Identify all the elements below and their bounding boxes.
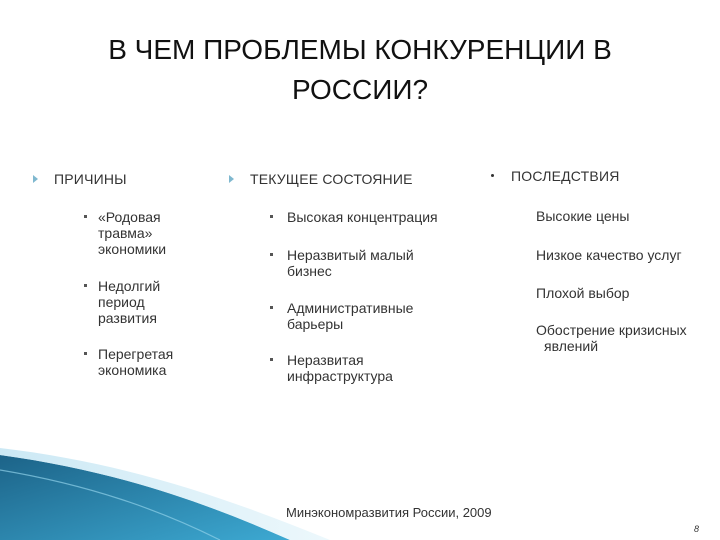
slide-title <box>80 30 640 110</box>
square-bullet-icon <box>84 215 87 218</box>
current-item-2: Неразвитый малый бизнес <box>287 247 414 279</box>
current-item-3: Административные барьеры <box>287 300 414 332</box>
causes-item-2: Недолгий период развития <box>98 278 161 326</box>
effects-heading: ПОСЛЕДСТВИЯ <box>511 168 620 184</box>
effects-item-2: Низкое качество услуг <box>536 247 682 263</box>
square-bullet-icon <box>270 253 273 256</box>
current-item-4: Неразвитая инфраструктура <box>287 352 393 384</box>
effects-item-3: Плохой выбор <box>536 285 630 301</box>
square-bullet-icon <box>84 352 87 355</box>
causes-item-1: «Родовая травма» экономики <box>98 209 167 257</box>
causes-heading: ПРИЧИНЫ <box>54 171 127 187</box>
page-number: 8 <box>694 524 700 534</box>
slide-title-line2: РОССИИ? <box>291 74 429 105</box>
square-bullet-icon <box>270 358 273 361</box>
effects-item-4: Обострение кризисных явлений <box>536 322 687 354</box>
arrow-bullet-icon <box>33 175 38 183</box>
dot-bullet-icon <box>491 174 494 177</box>
footer-source: Минэкономразвития России, 2009 <box>286 505 492 520</box>
causes-item-3: Перегретая экономика <box>98 346 174 378</box>
arrow-bullet-icon <box>229 175 234 183</box>
square-bullet-icon <box>270 306 273 309</box>
slide-title-line1: В ЧЕМ ПРОБЛЕМЫ КОНКУРЕНЦИИ В <box>108 34 612 65</box>
wave-dark-shape <box>0 455 290 540</box>
effects-item-1: Высокие цены <box>536 208 630 224</box>
square-bullet-icon <box>84 284 87 287</box>
current-heading: ТЕКУЩЕЕ СОСТОЯНИЕ <box>250 171 413 187</box>
current-item-1: Высокая концентрация <box>287 209 438 225</box>
square-bullet-icon <box>270 215 273 218</box>
